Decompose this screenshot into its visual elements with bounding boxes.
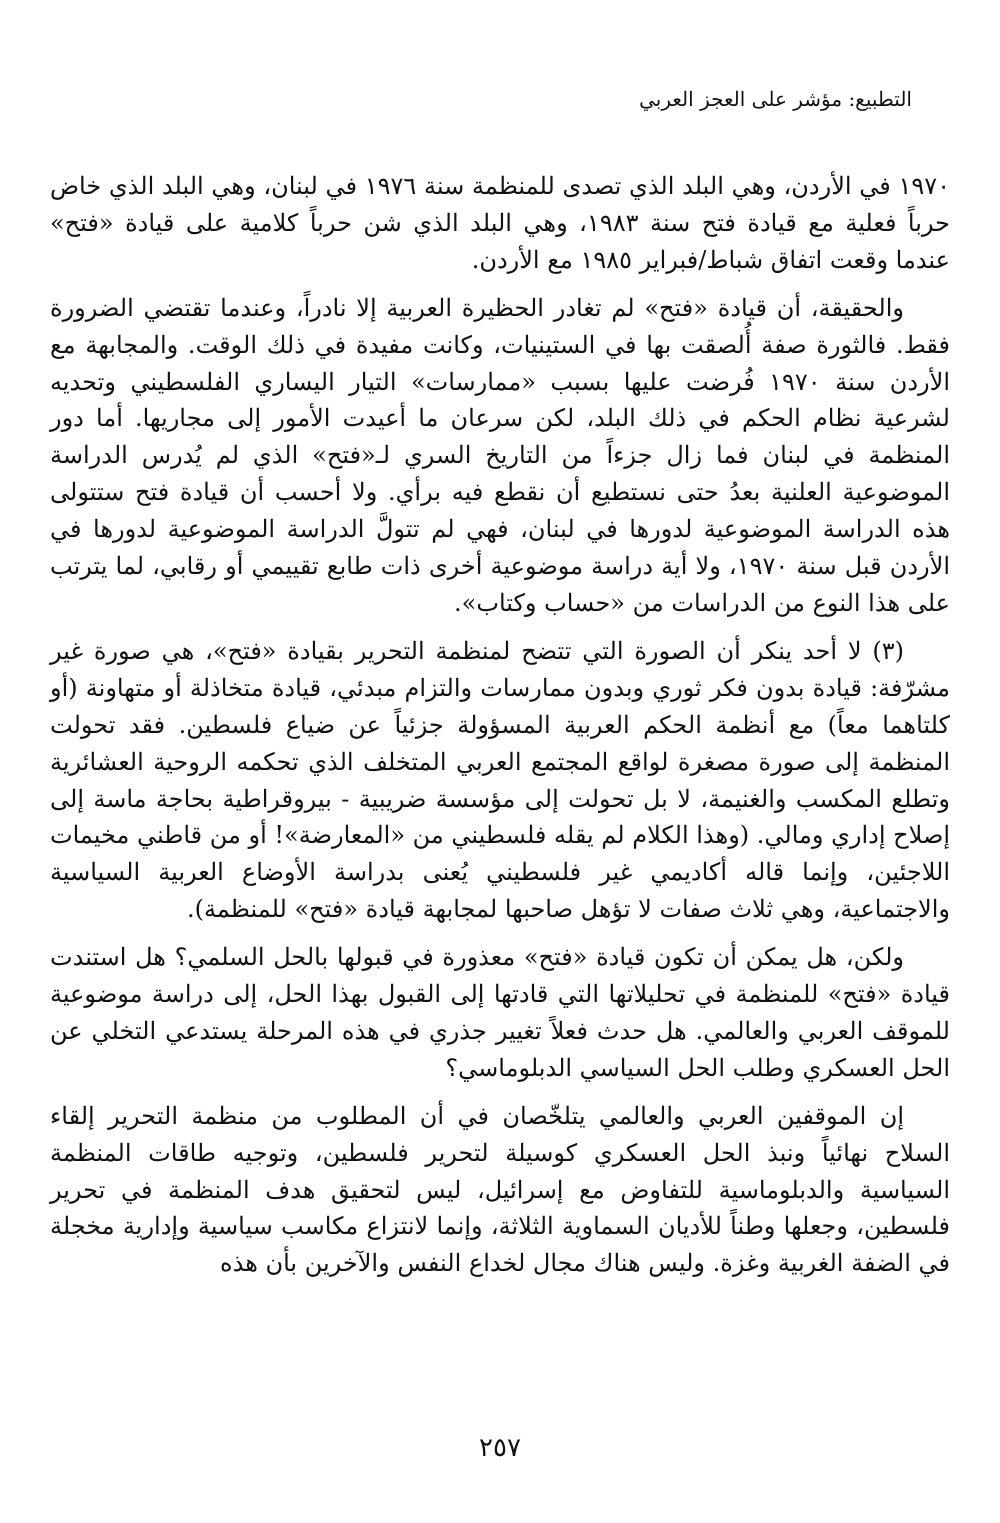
- running-header: التطبيع: مؤشر على العجز العربي: [639, 87, 912, 111]
- paragraph-fatah-leadership: والحقيقة، أن قيادة «فتح» لم تغادر الحظيرة العربية إلا نادراً، وعندما تقتضي الضرورة فقط. فالثورة صفة أُلصقت بها في الستينيات، وكانت مفيدة في ذلك الوقت. والمجابهة مع الأردن سنة ١٩٧٠ فُرضت عليها بسبب «ممارسات» التيار اليساري الفلسطيني وتحديه لشرعية نظام الحكم في ذلك البلد، لكن سرعان ما أعيدت الأمور إلى مجاريها. أما دور المنظمة في لبنان فما زال جزءاً من التاريخ السري لـ«فتح» الذي لم يُدرس الدراسة الموضوعية العلنية بعدُ حتى نستطيع أن نقطع فيه برأي. ولا أحسب أن قيادة فتح ستتولى هذه الدراسة الموضوعية لدورها في لبنان، فهي لم تتولَّ الدراسة الموضوعية لدورها في الأردن قبل سنة ١٩٧٠، ولا أية دراسة موضوعية أخرى ذات طابع تقييمي أو رقابي، لما يترتب على هذا النوع من الدراسات من «حساب وكتاب».: [50, 293, 950, 617]
- body-text: [50, 168, 950, 1293]
- page-number: ٢٥٧: [479, 1433, 521, 1463]
- paragraph-point-three: (٣) لا أحد ينكر أن الصورة التي تتضح لمنظمة التحرير بقيادة «فتح»، هي صورة غير مشرّفة: قيادة بدون فكر ثوري وبدون ممارسات والتزام مبدئي، قيادة متخاذلة أو متهاونة (أو كلتاهما معاً) مع أنظمة الحكم العربية المسؤولة جزئياً عن ضياع فلسطين. فقد تحولت المنظمة إلى صورة مصغرة لواقع المجتمع العربي المتخلف الذي تحكمه الروحية العشائرية وتطلع المكسب والغنيمة، لا بل تحولت إلى مؤسسة ضريبية - بيروقراطية بحاجة ماسة إلى إصلاح إداري ومالي. (وهذا الكلام لم يقله فلسطيني من «المعارضة»! أو من قاطني مخيمات اللاجئين، وإنما قاله أكاديمي غير فلسطيني يُعنى بدراسة الأوضاع العربية السياسية والاجتماعية، وهي ثلاث صفات لا تؤهل صاحبها لمجابهة قيادة «فتح» للمنظمة).: [50, 636, 950, 924]
- paragraph-peaceful-solution: ولكن، هل يمكن أن تكون قيادة «فتح» معذورة في قبولها بالحل السلمي؟ هل استندت قيادة «فتح» للمنظمة في تحليلاتها التي قادتها إلى القبول بهذا الحل، إلى دراسة موضوعية للموقف العربي والعالمي. هل حدث فعلاً تغيير جذري في هذه المرحلة يستدعي التخلي عن الحل العسكري وطلب الحل السياسي الدبلوماسي؟: [50, 943, 950, 1082]
- paragraph-arab-world-position: إن الموقفين العربي والعالمي يتلخّصان في أن المطلوب من منظمة التحرير إلقاء السلاح نهائياً ونبذ الحل العسكري كوسيلة لتحرير فلسطين، وتوجيه طاقات المنظمة السياسية والدبلوماسية للتفاوض مع إسرائيل، ليس لتحقيق هدف المنظمة في تحرير فلسطين، وجعلها وطناً للأديان السماوية الثلاثة، وإنما لانتزاع مكاسب سياسية وإدارية مخجلة في الضفة الغربية وغزة. وليس هناك مجال لخداع النفس والآخرين بأن هذه: [50, 1101, 950, 1278]
- paragraph-continuation: ١٩٧٠ في الأردن، وهي البلد الذي تصدى للمنظمة سنة ١٩٧٦ في لبنان، وهي البلد الذي خاض حرباً فعلية مع قيادة فتح سنة ١٩٨٣، وهي البلد الذي شن حرباً كلامية على قيادة «فتح» عندما وقعت اتفاق شباط/فبراير ١٩٨٥ مع الأردن.: [50, 172, 951, 274]
